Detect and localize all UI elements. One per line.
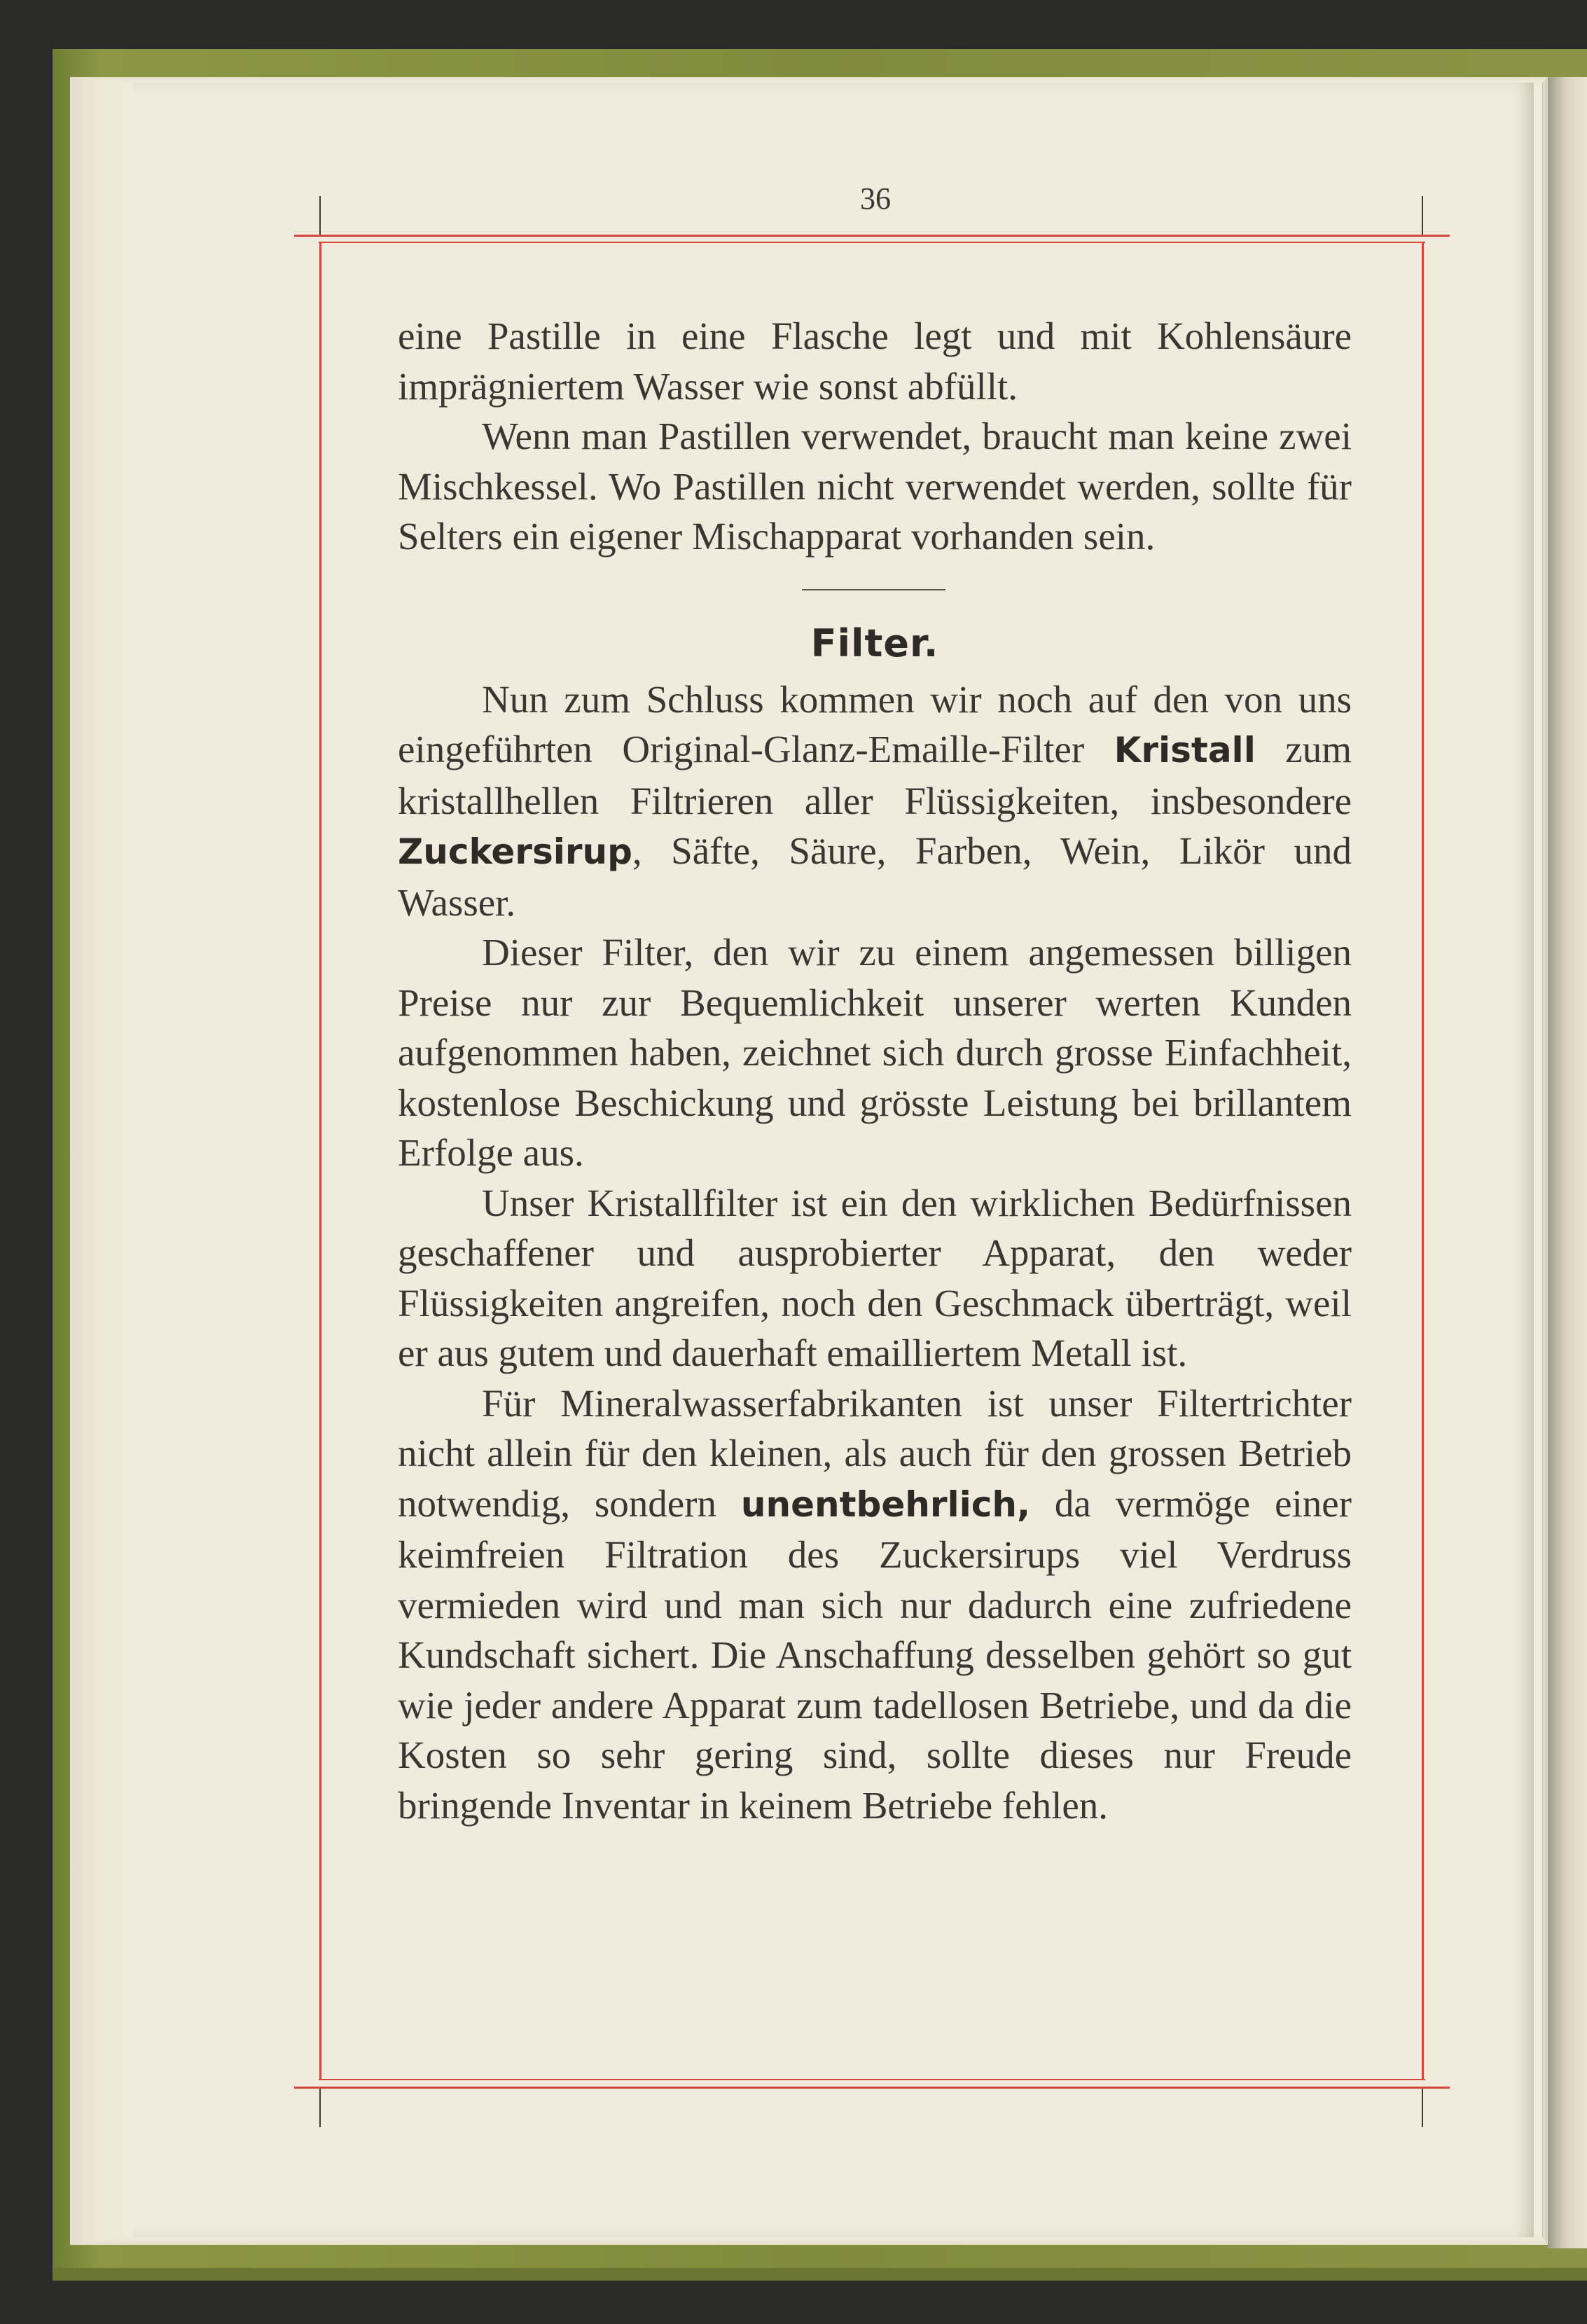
paragraph-p2 bbox=[398, 411, 1352, 562]
section-heading: Filter. bbox=[810, 621, 939, 665]
emphasized-term: unentbehrlich, bbox=[740, 1483, 1030, 1525]
frame-corner-tick bbox=[1422, 196, 1423, 235]
facing-page-gutter bbox=[1548, 77, 1587, 2248]
paragraph-text: eine Pastille in eine Flasche legt und mit Kohlensäure imprägniertem Wasser wie sonst abfüllt. bbox=[398, 314, 1352, 408]
body-text bbox=[398, 311, 1352, 1830]
paragraph-text: Nun zum Schluss kommen wir noch auf den von uns eingeführten Original-Glanz-Emaille-Filter bbox=[398, 677, 1352, 770]
section-divider bbox=[802, 589, 945, 590]
paragraphs-bottom bbox=[398, 675, 1352, 1831]
paragraph-text: Wenn man Pastillen verwendet, braucht man keine zwei Mischkessel. Wo Pastillen nicht verwendet werden, sollte für Selters ein eigener Mischapparat vorhanden sein. bbox=[398, 415, 1352, 558]
paragraph-p3 bbox=[398, 675, 1352, 928]
frame-top-rule bbox=[294, 235, 1450, 237]
frame-top-inner-rule bbox=[319, 242, 1425, 243]
paragraph-text: Unser Kristallfilter ist ein den wirklichen Bedürfnissen geschaffener und ausprobierter Apparat, den weder Flüssigkeiten angreifen, noch den Geschmack überträgt, weil er aus gutem und dauerhaft emailliertem Metall ist. bbox=[398, 1181, 1352, 1374]
paragraph-text: Für Mineralwasserfabrikanten ist unser Filtertrichter nicht allein für den kleinen, als auch für den grossen Betrieb notwendig, sondern bbox=[398, 1381, 1352, 1525]
paragraph-text: zum kristallhellen Filtrieren aller Flüssigkeiten, insbesondere bbox=[398, 728, 1352, 822]
frame-corner-tick bbox=[319, 2089, 321, 2127]
paragraph-p4 bbox=[398, 927, 1352, 1178]
paragraph-p5 bbox=[398, 1178, 1352, 1378]
paragraph-text: da vermöge einer keimfreien Filtration des Zuckersirups viel Verdruss vermieden wird und man sich nur dadurch eine zufriedene Kundschaft sichert. Die Anschaffung desselben gehört so gut wie jeder andere Apparat zum tadellosen Betriebe, und da die Kosten so sehr gering sind, sollte dieses nur Freude bringende Inventar in keinem Betriebe fehlen. bbox=[398, 1481, 1352, 1827]
paragraph-p6 bbox=[398, 1378, 1352, 1831]
paragraph-text: Dieser Filter, den wir zu einem angemessen billigen Preise nur zur Bequemlichkeit unserer werten Kunden aufgenommen haben, zeichnet sich durch grosse Einfachheit, kostenlose Beschickung und grösste Leistung bei brillantem Erfolge aus. bbox=[398, 931, 1352, 1174]
paragraph-p1 bbox=[398, 311, 1352, 411]
paragraph-text: , Säfte, Säure, Farben, Wein, Likör und Wasser. bbox=[398, 829, 1352, 924]
frame-corner-tick bbox=[1422, 2089, 1423, 2127]
emphasized-term: Zuckersirup bbox=[398, 831, 632, 872]
frame-bottom-inner-rule bbox=[319, 2079, 1425, 2080]
frame-left-rule bbox=[319, 242, 321, 2080]
frame-bottom-rule bbox=[294, 2087, 1450, 2089]
book-cover-edge bbox=[53, 2268, 1587, 2281]
frame-right-rule bbox=[1422, 242, 1424, 2080]
page-number: 36 bbox=[860, 181, 891, 216]
frame-corner-tick bbox=[319, 196, 321, 235]
paragraphs-top bbox=[398, 311, 1352, 562]
emphasized-term: Kristall bbox=[1114, 730, 1256, 770]
